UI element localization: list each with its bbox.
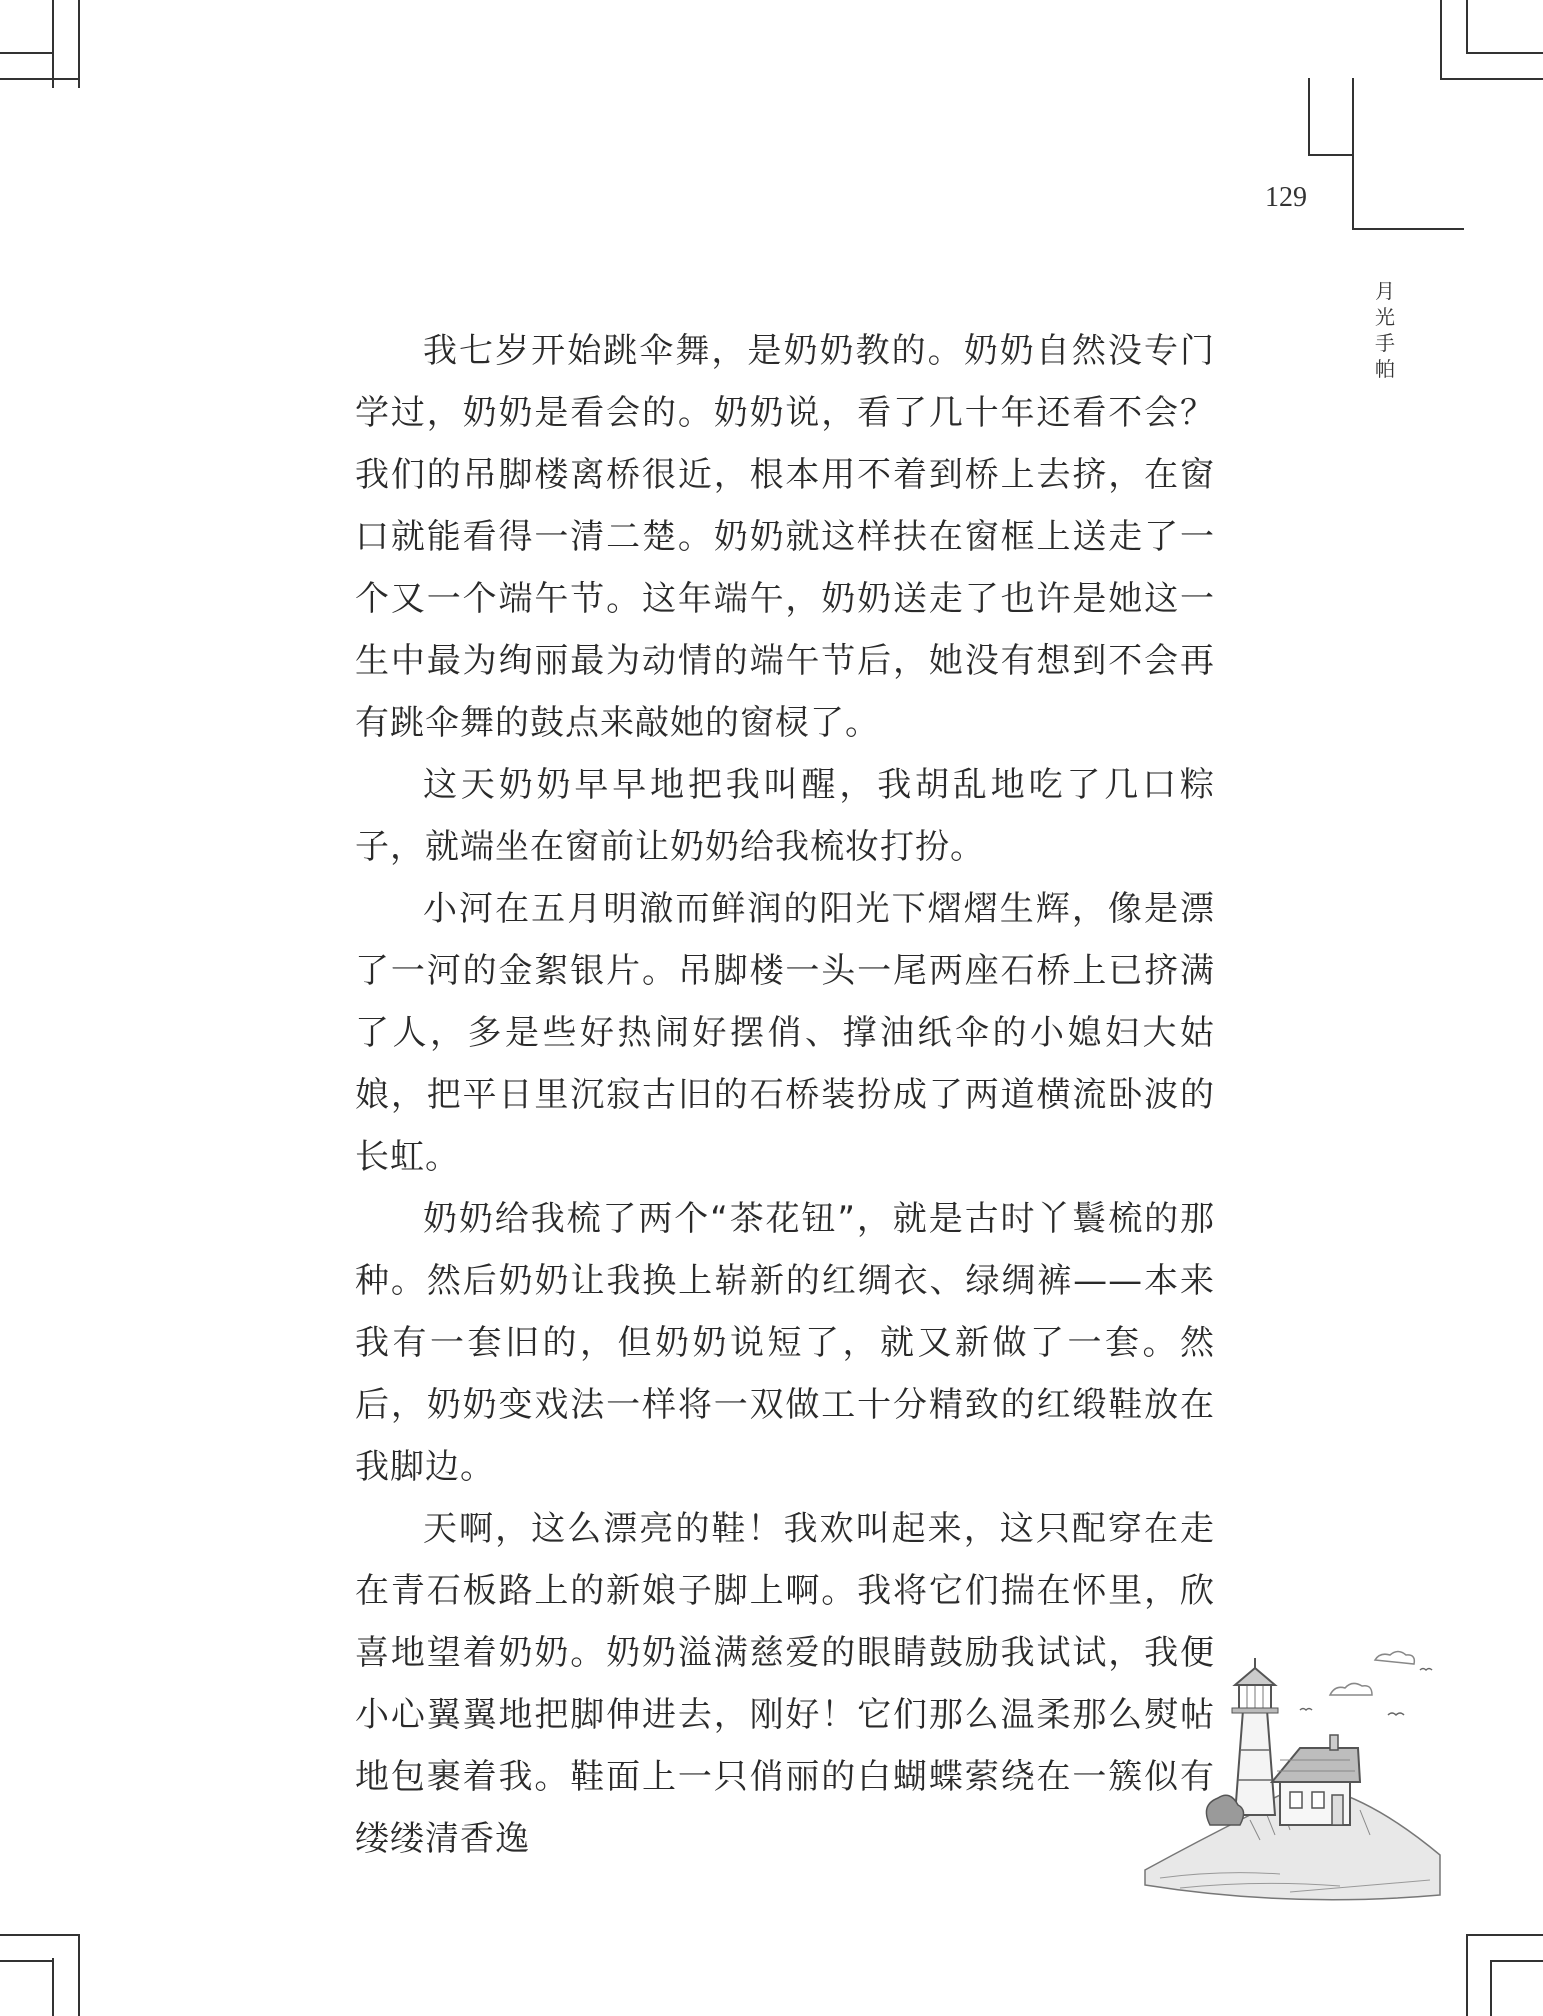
paragraph: 天啊，这么漂亮的鞋！我欢叫起来，这只配穿在走在青石板路上的新娘子脚上啊。我将它们揣在怀里，欣喜地望着奶奶。奶奶溢满慈爱的眼睛鼓励我试试，我便小心翼翼地把脚伸进去，刚好！它们那么温柔那么熨帖地包裹着我。鞋面上一只俏丽的白蝴蝶萦绕在一簇似有缕缕清香逸 [355, 1509, 1215, 1859]
running-title-char: 帕 [1375, 357, 1395, 381]
lighthouse-sketch-icon [1140, 1640, 1450, 1910]
running-title-char: 光 [1375, 305, 1395, 329]
paragraph: 这天奶奶早早地把我叫醒，我胡乱地吃了几口粽子，就端坐在窗前让奶奶给我梳妆打扮。 [355, 765, 1215, 867]
paragraph: 奶奶给我梳了两个“茶花钮”，就是古时丫鬟梳的那种。然后奶奶让我换上崭新的红绸衣、绿绸裤——本来我有一套旧的，但奶奶说短了，就又新做了一套。然后，奶奶变戏法一样将一双做工十分精致的红缎鞋放在我脚边。 [355, 1199, 1215, 1487]
paragraph: 我七岁开始跳伞舞，是奶奶教的。奶奶自然没专门学过，奶奶是看会的。奶奶说，看了几十年还看不会？我们的吊脚楼离桥很近，根本用不着到桥上去挤，在窗口就能看得一清二楚。奶奶就这样扶在窗框上送走了一个又一个端午节。这年端午，奶奶送走了也许是她这一生中最为绚丽最为动情的端午节后，她没有想到不会再有跳伞舞的鼓点来敲她的窗棂了。 [355, 331, 1215, 743]
body-text [355, 320, 1215, 1870]
running-title-char: 月 [1375, 279, 1395, 303]
paragraph: 小河在五月明澈而鲜润的阳光下熠熠生辉，像是漂了一河的金絮银片。吊脚楼一头一尾两座石桥上已挤满了人，多是些好热闹好摆俏、撑油纸伞的小媳妇大姑娘，把平日里沉寂古旧的石桥装扮成了两道横流卧波的长虹。 [355, 889, 1215, 1177]
running-title-char: 手 [1375, 331, 1395, 355]
page-number: 129 [1265, 182, 1307, 213]
running-title [1370, 278, 1400, 382]
